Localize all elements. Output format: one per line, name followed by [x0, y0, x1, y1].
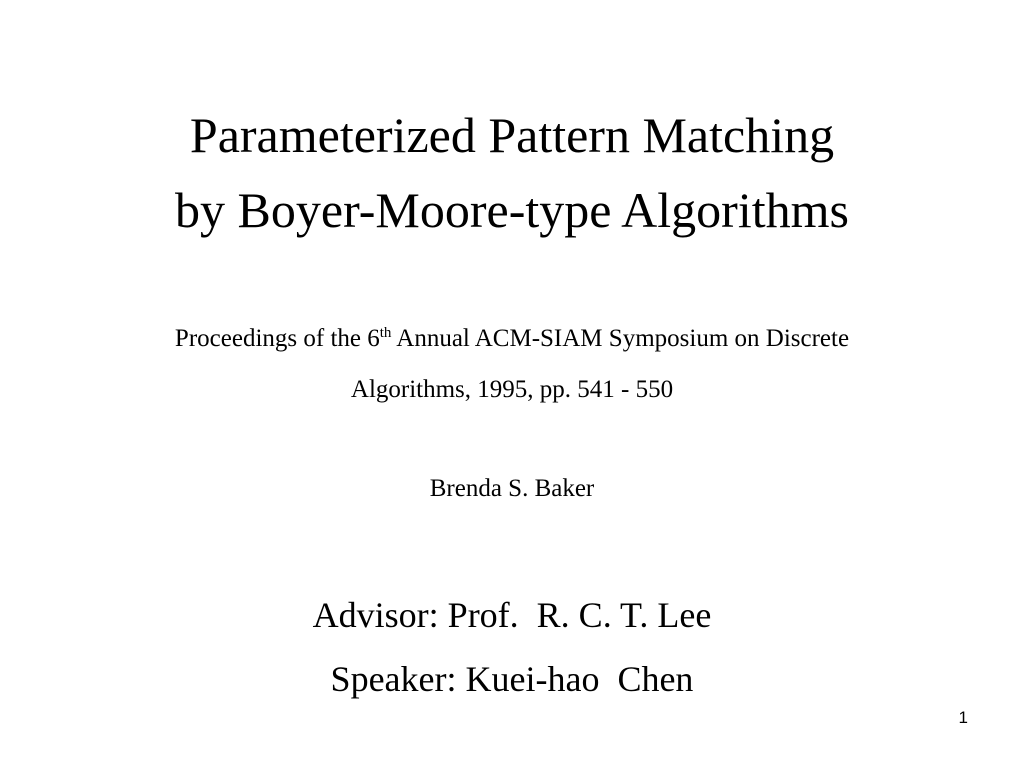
proceedings-line-1-prefix: Proceedings of the 6 — [174, 325, 380, 352]
advisor-line: Advisor: Prof. R. C. T. Lee — [312, 595, 712, 635]
speaker-line: Speaker: Kuei-hao Chen — [330, 659, 694, 699]
slide-title-line-2: by Boyer-Moore-type Algorithms — [175, 182, 849, 238]
proceedings-line-2: Algorithms, 1995, pp. 541 - 550 — [350, 376, 674, 403]
proceedings-ordinal-superscript: th — [379, 325, 392, 341]
proceedings-line-1-suffix: Annual ACM-SIAM Symposium on Discrete — [391, 325, 850, 352]
slide-title-line-1: Parameterized Pattern Matching — [189, 107, 835, 163]
page-number: 1 — [958, 708, 968, 727]
proceedings-line-1 — [0, 324, 1024, 354]
author-name: Brenda S. Baker — [429, 475, 595, 502]
